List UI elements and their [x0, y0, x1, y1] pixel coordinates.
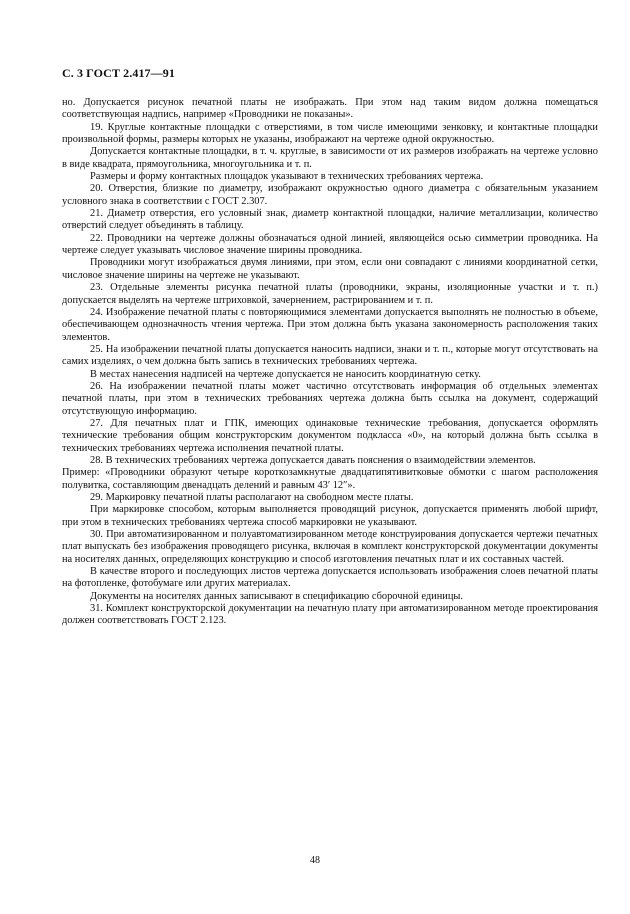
paragraph-28: 28. В технических требованиях чертежа допускается давать пояснения о взаимодействии элементов.: [90, 454, 536, 466]
paragraph-30-note-spec: Документы на носителях данных записывают в спецификацию сборочной единицы.: [90, 590, 463, 602]
paragraph-29: 29. Маркировку печатной платы располагают на свободном месте платы.: [90, 492, 414, 503]
paragraph-30: 30. При автоматизированном и полуавтоматизированном методе конструирования допускается чертежи печатных плат выпускать без изображения проводящего рисунка, включая в комплект конструкторской документации документы на носителях данных, определяющих конструкцию и способ изготовления печатных плат и их составных частей.: [62, 529, 598, 565]
paragraph-24: 24. Изображение печатной платы с повторяющимися элементами допускается выполнять не полностью в объеме, обеспечивающем однозначность чтения чертежа. При этом должна быть указана закономерность расположения таких элементов.: [62, 306, 598, 343]
paragraph-19-note-size: Размеры и форму контактных площадок указывают в технических требованиях чертежа.: [90, 171, 484, 183]
page-header: С. 3 ГОСТ 2.417—91: [62, 66, 175, 80]
paragraph-30-note-layers: В качестве второго и последующих листов чертежа допускается использовать изображения слоев печатной платы на фотопленке, фотобумаге или других материалах.: [62, 566, 598, 590]
paragraph-26: 26. На изображении печатной платы может частично отсутствовать информация об отдельных элементах печатной платы, при этом в технических требованиях чертежа должна быть ссылка на документ, содержащий отсутствующую информацию.: [62, 380, 598, 417]
paragraph-continuation: но. Допускается рисунок печатной платы не изображать. При этом над таким видом должна помещаться соответствующая надпись, например «Проводники не показаны».: [62, 97, 598, 121]
paragraph-31: 31. Комплект конструкторской документации на печатную плату при автоматизированном методе проектирования должен соответствовать ГОСТ 2.123.: [62, 603, 598, 627]
paragraph-29-note: При маркировке способом, которым выполняется проводящий рисунок, допускается применять любой шрифт, при этом в технических требованиях чертежа способ маркировки не указывают.: [62, 504, 598, 528]
page-number: 48: [310, 855, 320, 866]
paragraph-28-example: Пример: «Проводники образуют четыре короткозамкнутые двадцатипятивитковые обмотки с шагом расположения полувитка, составляющим двенадцать делений и равным 43′ 12″».: [62, 467, 598, 491]
paragraph-27: 27. Для печатных плат и ГПК, имеющих одинаковые технические требования, допускается оформлять технические требования общим конструкторским документом подкласса «0», на который должна быть ссылка в технических требованиях чертежа исполнения печатной платы.: [62, 417, 598, 454]
paragraph-22-note: Проводники могут изображаться двумя линиями, при этом, если они совпадают с линиями координатной сетки, числовое значение ширины на чертеже не указывают.: [62, 257, 598, 281]
paragraph-20: 20. Отверстия, близкие по диаметру, изображают окружностью одного диаметра с обязательным указанием условного знака в соответствии с ГОСТ 2.307.: [62, 183, 598, 207]
paragraph-19: 19. Круглые контактные площадки с отверстиями, в том числе имеющими зенковку, и контактные площадки произвольной формы, размеры которых не указаны, изображают на чертеже одной окружностью.: [62, 121, 598, 146]
paragraph-22: 22. Проводники на чертеже должны обозначаться одной линией, являющейся осью симметрии проводника. На чертеже следует указывать числовое значение ширины проводника.: [62, 232, 598, 257]
paragraph-21: 21. Диаметр отверстия, его условный знак, диаметр контактной площадки, наличие металлизации, количество отверстий следует объединять в таблицу.: [62, 208, 598, 232]
paragraph-25-note: В местах нанесения надписей на чертеже допускается не наносить координатную сетку.: [90, 368, 481, 380]
document-body: [62, 97, 598, 628]
paragraph-19-note-shape: Допускается контактные площадки, в т. ч. круглые, в зависимости от их размеров изображать на чертеже условно в виде квадрата, прямоугольника, многоугольника и т. п.: [62, 146, 598, 170]
paragraph-25: 25. На изображении печатной платы допускается наносить надписи, знаки и т. п., которые могут отсутствовать на самих изделиях, о чем должна быть запись в технических требованиях чертежа.: [62, 343, 598, 368]
paragraph-23: 23. Отдельные элементы рисунка печатной платы (проводники, экраны, изоляционные участки и т. п.) допускается выделять на чертеже штриховкой, зачернением, растрированием и т. п.: [62, 282, 598, 306]
